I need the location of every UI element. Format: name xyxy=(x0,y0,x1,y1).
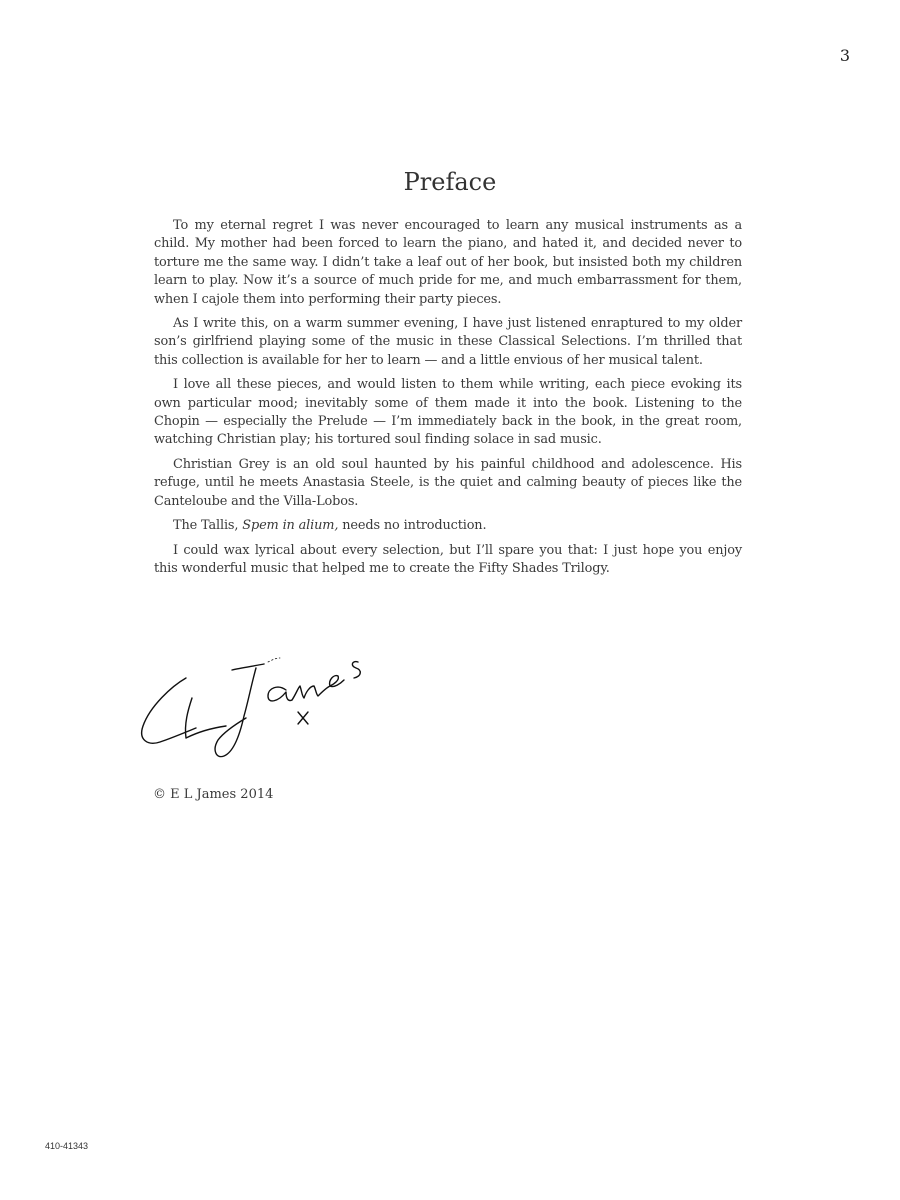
catalog-number: 410-41343 xyxy=(45,1141,89,1151)
paragraph-6: I could wax lyrical about every selection, but I’ll spare you that: I just hope you enjoy this wonderful music that helped me to create the Fifty Shades Trilogy. xyxy=(154,542,742,576)
paragraph-2: As I write this, on a warm summer evening, I have just listened enraptured to my older son’s girlfriend playing some of the music in these Classical Selections. I’m thrilled that this collection is available for her to learn — and a little envious of her musical talent. xyxy=(154,316,742,368)
paragraph-5-tail: needs no introduction. xyxy=(338,518,487,534)
signature-icon xyxy=(136,652,376,764)
paragraph-5 xyxy=(154,517,742,535)
paragraph-3: I love all these pieces, and would listen to them while writing, each piece evoking its own particular mood; inevitably some of them made it into the book. Listening to the Chopin — especially the Prelude — I’m immediately back in the book, in the great room, watching Christian play; his tortured soul finding solace in sad music. xyxy=(154,377,742,448)
preface-body xyxy=(154,217,742,584)
paragraph-1: To my eternal regret I was never encouraged to learn any musical instruments as a child. My mother had been forced to learn the piano, and hated it, and decided never to torture me the same way. I didn’t take a leaf out of her book, but insisted both my children learn to play. Now it’s a source of much pride for me, and much embarrassment for them, when I cajole them into performing their party pieces. xyxy=(154,218,742,307)
page-number: 3 xyxy=(839,46,850,65)
paragraph-5-lead: The Tallis, xyxy=(173,518,243,534)
copyright-notice: © E L James 2014 xyxy=(153,787,274,802)
page-title: Preface xyxy=(403,168,497,196)
work-title-spem-in-alium: Spem in alium, xyxy=(242,518,339,534)
paragraph-4: Christian Grey is an old soul haunted by his painful childhood and adolescence. His refuge, until he meets Anastasia Steele, is the quiet and calming beauty of pieces like the Canteloube and the Villa-Lobos. xyxy=(154,456,742,509)
